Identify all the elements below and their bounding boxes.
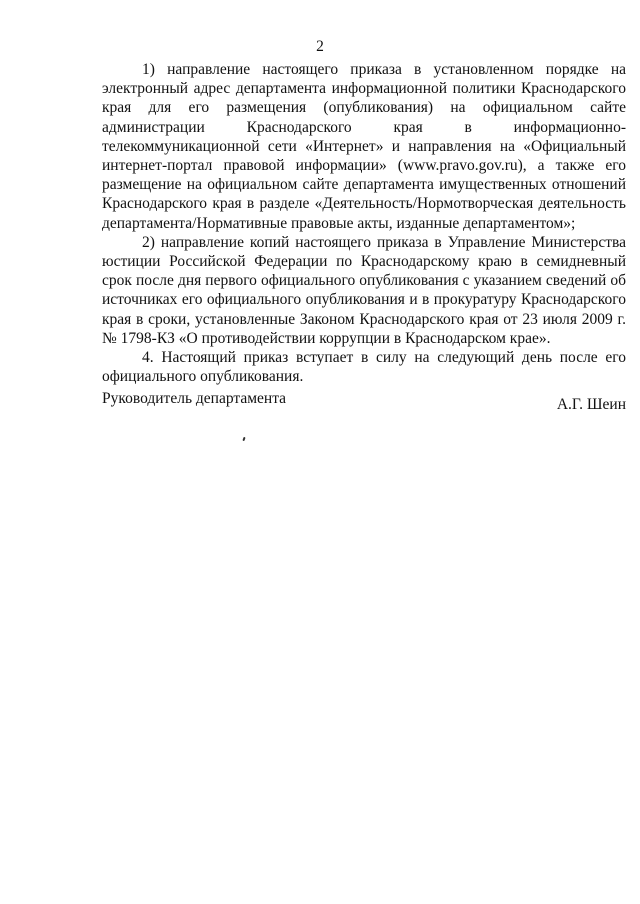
page-number: 2 (316, 38, 324, 55)
paragraph-item-2: 2) направление копий настоящего приказа в Управление Министерства юстиции Российской Федерации по Краснодарскому краю в семидневный срок после дня первого официального опубликования с указанием сведений об источниках его официального опубликования и в прокуратуру Краснодарского края в сроки, установленные Законом Краснодарского края от 23 июля 2009 г. № 1798-КЗ «О противодействии коррупции в Краснодарском крае». (102, 233, 626, 347)
paragraph-item-4: 4. Настоящий приказ вступает в силу на следующий день после его официального опубликования. (102, 349, 626, 386)
document-body (102, 60, 626, 386)
signatory-title: Руководитель департамента (102, 390, 287, 407)
scan-artifact-mark (242, 437, 245, 441)
signatory-name: А.Г. Шеин (556, 396, 626, 413)
paragraph-item-1: 1) направление настоящего приказа в установленном порядке на электронный адрес департамента информационной политики Краснодарского края для его размещения (опубликования) на официальном сайте администрации Краснодарского края в информационно-телекоммуникационной сети «Интернет» и направления на «Официальный интернет-портал правовой информации» (www.pravo.gov.ru), а также его размещение на официальном сайте департамента имущественных отношений Краснодарского края в разделе «Деятельность/Нормотворческая деятельность департамента/Нормативные правовые акты, изданные департаментом»; (102, 61, 626, 232)
